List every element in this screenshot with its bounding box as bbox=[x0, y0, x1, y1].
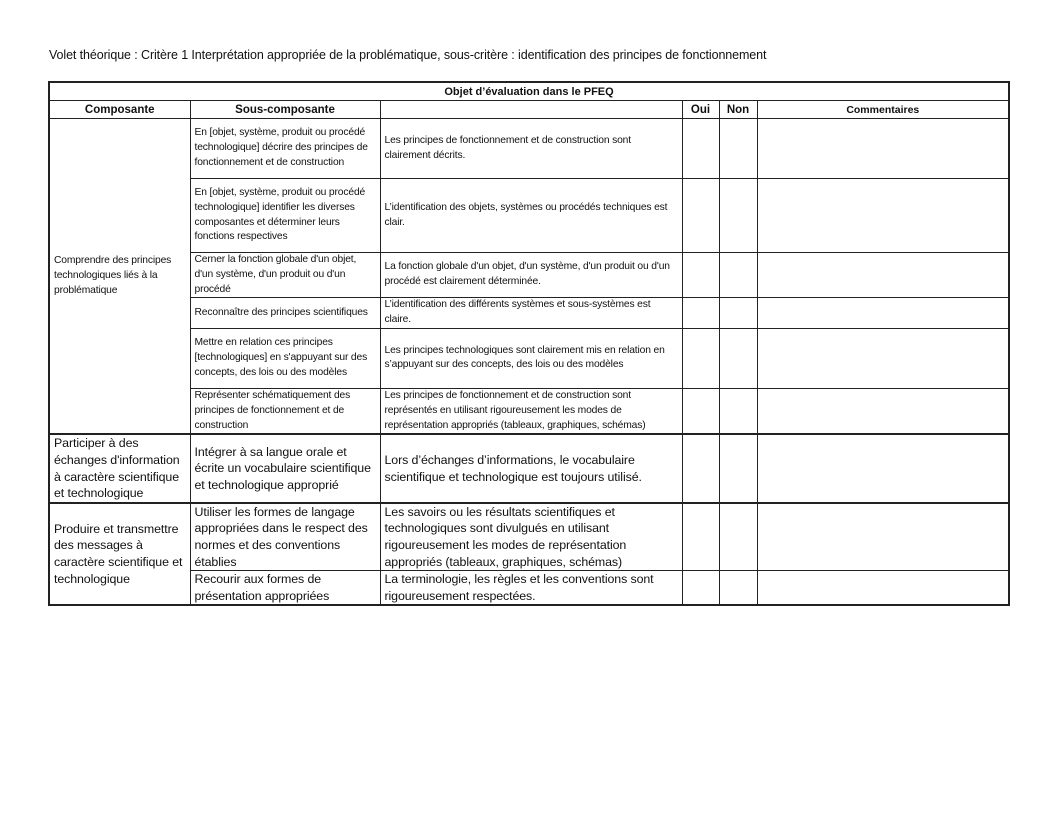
non-checkbox-cell[interactable] bbox=[719, 434, 757, 502]
column-header-commentaires: Commentaires bbox=[757, 101, 1009, 119]
sous-composante-cell: Recourir aux formes de présentation appropriées bbox=[190, 571, 380, 606]
composante-cell: Produire et transmettre des messages à caractère scientifique et technologique bbox=[49, 503, 190, 606]
commentaires-cell[interactable] bbox=[757, 434, 1009, 502]
non-checkbox-cell[interactable] bbox=[719, 388, 757, 434]
non-checkbox-cell[interactable] bbox=[719, 571, 757, 606]
sous-composante-cell: Cerner la fonction globale d'un objet, d'un système, d'un produit ou d'un procédé bbox=[190, 253, 380, 298]
table-row bbox=[49, 328, 1009, 388]
non-checkbox-cell[interactable] bbox=[719, 328, 757, 388]
commentaires-cell[interactable] bbox=[757, 388, 1009, 434]
sous-composante-cell: Utiliser les formes de langage appropriées dans le respect des normes et des conventions établies bbox=[190, 503, 380, 571]
sous-composante-cell: Intégrer à sa langue orale et écrite un vocabulaire scientifique et technologique approprié bbox=[190, 434, 380, 502]
page-title: Volet théorique : Critère 1 Interprétation appropriée de la problématique, sous-critère : identification des principes de fonctionnement bbox=[49, 48, 767, 62]
oui-checkbox-cell[interactable] bbox=[682, 388, 719, 434]
table-row bbox=[49, 179, 1009, 253]
non-checkbox-cell[interactable] bbox=[719, 179, 757, 253]
oui-checkbox-cell[interactable] bbox=[682, 179, 719, 253]
column-header-non: Non bbox=[719, 101, 757, 119]
description-cell: La terminologie, les règles et les conventions sont rigoureusement respectées. bbox=[380, 571, 682, 606]
evaluation-table bbox=[48, 81, 1010, 606]
description-cell: Les savoirs ou les résultats scientifiques et technologiques sont divulgués en utilisant rigoureusement les modes de représentation appropriés (tableaux, graphiques, schémas) bbox=[380, 503, 682, 571]
description-cell: L’identification des objets, systèmes ou procédés techniques est clair. bbox=[380, 179, 682, 253]
description-cell: Les principes de fonctionnement et de construction sont représentés en utilisant rigoureusement les modes de représentation appropriés (tableaux, graphiques, schémas) bbox=[380, 388, 682, 434]
table-row bbox=[49, 571, 1009, 606]
oui-checkbox-cell[interactable] bbox=[682, 434, 719, 502]
column-header-sous-composante: Sous-composante bbox=[190, 101, 380, 119]
commentaires-cell[interactable] bbox=[757, 179, 1009, 253]
description-cell: Lors d’échanges d’informations, le vocabulaire scientifique et technologique est toujours utilisé. bbox=[380, 434, 682, 502]
composante-cell: Participer à des échanges d'information à caractère scientifique et technologique bbox=[49, 434, 190, 502]
oui-checkbox-cell[interactable] bbox=[682, 328, 719, 388]
table-row bbox=[49, 253, 1009, 298]
non-checkbox-cell[interactable] bbox=[719, 119, 757, 179]
table-row bbox=[49, 119, 1009, 179]
table-row bbox=[49, 298, 1009, 329]
oui-checkbox-cell[interactable] bbox=[682, 298, 719, 329]
oui-checkbox-cell[interactable] bbox=[682, 571, 719, 606]
commentaires-cell[interactable] bbox=[757, 328, 1009, 388]
sous-composante-cell: En [objet, système, produit ou procédé technologique] identifier les diverses composantes et déterminer leurs fonctions respectives bbox=[190, 179, 380, 253]
commentaires-cell[interactable] bbox=[757, 503, 1009, 571]
group-header: Objet d’évaluation dans le PFEQ bbox=[49, 82, 1009, 101]
table-row bbox=[49, 434, 1009, 502]
commentaires-cell[interactable] bbox=[757, 298, 1009, 329]
table-row bbox=[49, 503, 1009, 571]
column-header-composante: Composante bbox=[49, 101, 190, 119]
commentaires-cell[interactable] bbox=[757, 571, 1009, 606]
sous-composante-cell: Représenter schématiquement des principes de fonctionnement et de construction bbox=[190, 388, 380, 434]
commentaires-cell[interactable] bbox=[757, 119, 1009, 179]
non-checkbox-cell[interactable] bbox=[719, 253, 757, 298]
non-checkbox-cell[interactable] bbox=[719, 503, 757, 571]
description-cell: La fonction globale d'un objet, d'un système, d'un produit ou d'un procédé est clairement déterminée. bbox=[380, 253, 682, 298]
table-row bbox=[49, 388, 1009, 434]
description-cell: Les principes de fonctionnement et de construction sont clairement décrits. bbox=[380, 119, 682, 179]
oui-checkbox-cell[interactable] bbox=[682, 503, 719, 571]
sous-composante-cell: Reconnaître des principes scientifiques bbox=[190, 298, 380, 329]
oui-checkbox-cell[interactable] bbox=[682, 253, 719, 298]
sous-composante-cell: En [objet, système, produit ou procédé technologique] décrire des principes de fonctionnement et de construction bbox=[190, 119, 380, 179]
sous-composante-cell: Mettre en relation ces principes [technologiques] en s'appuyant sur des concepts, des lois ou des modèles bbox=[190, 328, 380, 388]
description-cell: Les principes technologiques sont clairement mis en relation en s’appuyant sur des concepts, des lois ou des modèles bbox=[380, 328, 682, 388]
oui-checkbox-cell[interactable] bbox=[682, 119, 719, 179]
column-header-description bbox=[380, 101, 682, 119]
commentaires-cell[interactable] bbox=[757, 253, 1009, 298]
column-header-oui: Oui bbox=[682, 101, 719, 119]
composante-cell: Comprendre des principes technologiques liés à la problématique bbox=[49, 119, 190, 435]
description-cell: L’identification des différents systèmes et sous-systèmes est claire. bbox=[380, 298, 682, 329]
non-checkbox-cell[interactable] bbox=[719, 298, 757, 329]
